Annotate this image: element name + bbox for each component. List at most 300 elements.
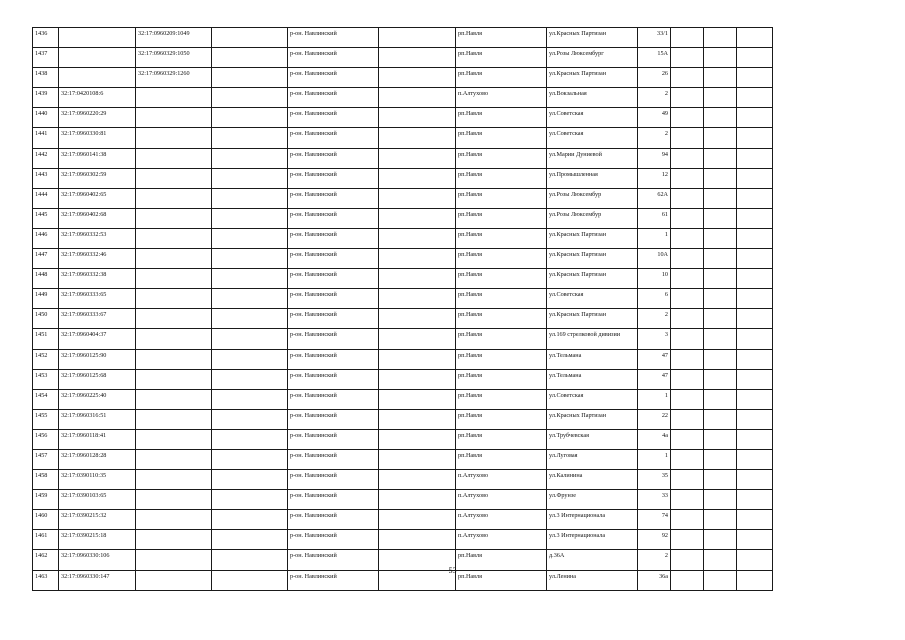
empty-cell <box>671 269 704 289</box>
empty-cell <box>704 168 737 188</box>
house-number-cell: 35 <box>638 470 671 490</box>
street-cell: ул.Марии Дуниевой <box>547 148 638 168</box>
empty-cell <box>671 68 704 88</box>
table-row <box>33 68 773 88</box>
district-cell: р-он. Навлинский <box>288 409 379 429</box>
district-cell: р-он. Навлинский <box>288 88 379 108</box>
empty-cell <box>704 309 737 329</box>
street-cell: ул.Фрунзе <box>547 490 638 510</box>
table-body <box>33 28 773 591</box>
district-cell: р-он. Навлинский <box>288 510 379 530</box>
house-number-cell: 6 <box>638 289 671 309</box>
empty-cell <box>379 389 456 409</box>
empty-cell <box>737 389 773 409</box>
settlement-cell: рп.Навля <box>456 309 547 329</box>
empty-cell <box>704 349 737 369</box>
empty-cell <box>704 68 737 88</box>
empty-cell <box>379 470 456 490</box>
table-row <box>33 470 773 490</box>
cadastral-number-alt-cell <box>136 108 212 128</box>
cadastral-number-alt-cell <box>136 249 212 269</box>
cadastral-number-cell: 32:17:0960141:38 <box>59 148 136 168</box>
house-number-cell: 15А <box>638 48 671 68</box>
empty-cell <box>212 429 288 449</box>
district-cell: р-он. Навлинский <box>288 188 379 208</box>
house-number-cell: 3 <box>638 329 671 349</box>
empty-cell <box>379 228 456 248</box>
empty-cell <box>379 108 456 128</box>
empty-cell <box>212 389 288 409</box>
cadastral-number-cell <box>59 28 136 48</box>
street-cell: ул.Советская <box>547 128 638 148</box>
empty-cell <box>379 289 456 309</box>
district-cell: р-он. Навлинский <box>288 470 379 490</box>
cadastral-number-cell: 32:17:0960402:68 <box>59 208 136 228</box>
cadastral-number-cell: 32:17:0960404:37 <box>59 329 136 349</box>
cadastral-number-cell: 32:17:0960330:147 <box>59 570 136 590</box>
district-cell: р-он. Навлинский <box>288 48 379 68</box>
cadastral-number-cell: 32:17:0390215:32 <box>59 510 136 530</box>
house-number-cell: 36а <box>638 570 671 590</box>
row-number-cell: 1443 <box>33 168 59 188</box>
table-row <box>33 289 773 309</box>
empty-cell <box>671 510 704 530</box>
empty-cell <box>671 429 704 449</box>
empty-cell <box>704 289 737 309</box>
empty-cell <box>212 470 288 490</box>
empty-cell <box>212 269 288 289</box>
cadastral-number-alt-cell <box>136 208 212 228</box>
row-number-cell: 1456 <box>33 429 59 449</box>
empty-cell <box>379 510 456 530</box>
empty-cell <box>671 168 704 188</box>
settlement-cell: рп.Навля <box>456 148 547 168</box>
row-number-cell: 1440 <box>33 108 59 128</box>
district-cell: р-он. Навлинский <box>288 168 379 188</box>
empty-cell <box>704 108 737 128</box>
settlement-cell: рп.Навля <box>456 449 547 469</box>
empty-cell <box>212 148 288 168</box>
empty-cell <box>704 449 737 469</box>
table-row <box>33 108 773 128</box>
district-cell: р-он. Навлинский <box>288 68 379 88</box>
row-number-cell: 1444 <box>33 188 59 208</box>
empty-cell <box>379 128 456 148</box>
empty-cell <box>671 108 704 128</box>
settlement-cell: рп.Навля <box>456 550 547 570</box>
house-number-cell: 26 <box>638 68 671 88</box>
empty-cell <box>671 329 704 349</box>
table-row <box>33 88 773 108</box>
table-row <box>33 329 773 349</box>
table-row <box>33 490 773 510</box>
district-cell: р-он. Навлинский <box>288 490 379 510</box>
district-cell: р-он. Навлинский <box>288 269 379 289</box>
empty-cell <box>704 28 737 48</box>
table-row <box>33 168 773 188</box>
cadastral-number-alt-cell <box>136 510 212 530</box>
cadastral-number-cell: 32:17:0960118:41 <box>59 429 136 449</box>
street-cell: ул.Красных Партизан <box>547 228 638 248</box>
cadastral-number-cell: 32:17:0390215:18 <box>59 530 136 550</box>
street-cell: ул.Розы Люксембур <box>547 188 638 208</box>
table-row <box>33 409 773 429</box>
row-number-cell: 1451 <box>33 329 59 349</box>
empty-cell <box>704 88 737 108</box>
empty-cell <box>671 389 704 409</box>
empty-cell <box>704 409 737 429</box>
empty-cell <box>379 530 456 550</box>
empty-cell <box>671 28 704 48</box>
street-cell: ул.Ленина <box>547 570 638 590</box>
cadastral-number-alt-cell <box>136 269 212 289</box>
empty-cell <box>704 269 737 289</box>
row-number-cell: 1462 <box>33 550 59 570</box>
street-cell: д.36А <box>547 550 638 570</box>
empty-cell <box>704 389 737 409</box>
empty-cell <box>212 530 288 550</box>
empty-cell <box>212 369 288 389</box>
empty-cell <box>671 148 704 168</box>
street-cell: ул.3 Интернационала <box>547 510 638 530</box>
district-cell: р-он. Навлинский <box>288 349 379 369</box>
house-number-cell: 10 <box>638 269 671 289</box>
street-cell: ул.169 стрелковой дивизии <box>547 329 638 349</box>
cadastral-number-cell <box>59 48 136 68</box>
street-cell: ул.Советская <box>547 108 638 128</box>
empty-cell <box>737 329 773 349</box>
district-cell: р-он. Навлинский <box>288 128 379 148</box>
empty-cell <box>212 289 288 309</box>
street-cell: ул.Красных Партизан <box>547 28 638 48</box>
empty-cell <box>704 369 737 389</box>
cadastral-number-alt-cell <box>136 530 212 550</box>
district-cell: р-он. Навлинский <box>288 208 379 228</box>
empty-cell <box>671 449 704 469</box>
empty-cell <box>737 28 773 48</box>
cadastral-number-cell: 32:17:0960125:68 <box>59 369 136 389</box>
empty-cell <box>737 530 773 550</box>
empty-cell <box>212 208 288 228</box>
row-number-cell: 1439 <box>33 88 59 108</box>
empty-cell <box>737 510 773 530</box>
empty-cell <box>671 530 704 550</box>
table-row <box>33 369 773 389</box>
row-number-cell: 1445 <box>33 208 59 228</box>
cadastral-number-alt-cell <box>136 329 212 349</box>
empty-cell <box>379 490 456 510</box>
street-cell: ул.Красных Партизан <box>547 68 638 88</box>
cadastral-number-cell: 32:17:0960332:53 <box>59 228 136 248</box>
street-cell: ул.Трубчевская <box>547 429 638 449</box>
empty-cell <box>379 249 456 269</box>
row-number-cell: 1436 <box>33 28 59 48</box>
cadastral-number-cell: 32:17:0960330:106 <box>59 550 136 570</box>
empty-cell <box>379 28 456 48</box>
row-number-cell: 1438 <box>33 68 59 88</box>
table-row <box>33 269 773 289</box>
cadastral-number-cell: 32:17:0960316:51 <box>59 409 136 429</box>
cadastral-number-cell: 32:17:0960330:81 <box>59 128 136 148</box>
table-row <box>33 309 773 329</box>
cadastral-number-cell: 32:17:0960125:90 <box>59 349 136 369</box>
empty-cell <box>737 108 773 128</box>
cadastral-number-cell: 32:17:0960220:29 <box>59 108 136 128</box>
row-number-cell: 1459 <box>33 490 59 510</box>
empty-cell <box>379 68 456 88</box>
empty-cell <box>671 289 704 309</box>
empty-cell <box>379 168 456 188</box>
row-number-cell: 1449 <box>33 289 59 309</box>
district-cell: р-он. Навлинский <box>288 289 379 309</box>
empty-cell <box>212 168 288 188</box>
settlement-cell: п.Алтухово <box>456 490 547 510</box>
row-number-cell: 1455 <box>33 409 59 429</box>
district-cell: р-он. Навлинский <box>288 449 379 469</box>
empty-cell <box>379 208 456 228</box>
cadastral-number-cell: 32:17:0960302:59 <box>59 168 136 188</box>
empty-cell <box>704 148 737 168</box>
district-cell: р-он. Навлинский <box>288 530 379 550</box>
row-number-cell: 1458 <box>33 470 59 490</box>
street-cell: ул.Советская <box>547 389 638 409</box>
empty-cell <box>704 128 737 148</box>
district-cell: р-он. Навлинский <box>288 550 379 570</box>
house-number-cell: 74 <box>638 510 671 530</box>
cadastral-number-cell: 32:17:0960128:28 <box>59 449 136 469</box>
empty-cell <box>737 188 773 208</box>
cadastral-number-cell: 32:17:0960402:65 <box>59 188 136 208</box>
empty-cell <box>379 148 456 168</box>
settlement-cell: рп.Навля <box>456 28 547 48</box>
district-cell: р-он. Навлинский <box>288 309 379 329</box>
registry-table <box>32 27 773 591</box>
empty-cell <box>671 228 704 248</box>
empty-cell <box>737 249 773 269</box>
empty-cell <box>212 88 288 108</box>
empty-cell <box>212 188 288 208</box>
empty-cell <box>704 429 737 449</box>
empty-cell <box>212 228 288 248</box>
empty-cell <box>379 188 456 208</box>
empty-cell <box>737 148 773 168</box>
table-row <box>33 48 773 68</box>
house-number-cell: 47 <box>638 369 671 389</box>
house-number-cell: 92 <box>638 530 671 550</box>
district-cell: р-он. Навлинский <box>288 228 379 248</box>
empty-cell <box>737 48 773 68</box>
empty-cell <box>671 490 704 510</box>
empty-cell <box>737 228 773 248</box>
house-number-cell: 49 <box>638 108 671 128</box>
row-number-cell: 1452 <box>33 349 59 369</box>
cadastral-number-cell: 32:17:0960225:40 <box>59 389 136 409</box>
cadastral-number-alt-cell <box>136 349 212 369</box>
house-number-cell: 62А <box>638 188 671 208</box>
empty-cell <box>212 349 288 369</box>
cadastral-number-cell: 32:17:0960333:67 <box>59 309 136 329</box>
cadastral-number-alt-cell <box>136 409 212 429</box>
cadastral-number-cell <box>59 68 136 88</box>
table-row <box>33 28 773 48</box>
settlement-cell: рп.Навля <box>456 329 547 349</box>
empty-cell <box>737 449 773 469</box>
page-number: 53 <box>448 566 457 575</box>
street-cell: ул.Калинина <box>547 470 638 490</box>
empty-cell <box>737 409 773 429</box>
settlement-cell: рп.Навля <box>456 108 547 128</box>
empty-cell <box>212 510 288 530</box>
empty-cell <box>704 48 737 68</box>
street-cell: ул.Красных Партизан <box>547 409 638 429</box>
empty-cell <box>212 329 288 349</box>
district-cell: р-он. Навлинский <box>288 148 379 168</box>
cadastral-number-alt-cell: 32:17:0960209:1049 <box>136 28 212 48</box>
empty-cell <box>671 409 704 429</box>
empty-cell <box>737 309 773 329</box>
empty-cell <box>737 128 773 148</box>
house-number-cell: 4а <box>638 429 671 449</box>
empty-cell <box>379 409 456 429</box>
settlement-cell: рп.Навля <box>456 409 547 429</box>
empty-cell <box>704 490 737 510</box>
house-number-cell: 12 <box>638 168 671 188</box>
street-cell: ул.Розы Люксембург <box>547 48 638 68</box>
settlement-cell: рп.Навля <box>456 168 547 188</box>
settlement-cell: рп.Навля <box>456 68 547 88</box>
empty-cell <box>379 309 456 329</box>
settlement-cell: рп.Навля <box>456 289 547 309</box>
settlement-cell: рп.Навля <box>456 269 547 289</box>
empty-cell <box>671 208 704 228</box>
table-row <box>33 449 773 469</box>
empty-cell <box>212 309 288 329</box>
settlement-cell: рп.Навля <box>456 48 547 68</box>
settlement-cell: п.Алтухово <box>456 470 547 490</box>
settlement-cell: п.Алтухово <box>456 510 547 530</box>
empty-cell <box>212 48 288 68</box>
street-cell: ул.Промышленная <box>547 168 638 188</box>
cadastral-number-alt-cell <box>136 168 212 188</box>
cadastral-number-cell: 32:17:0960333:65 <box>59 289 136 309</box>
empty-cell <box>671 369 704 389</box>
empty-cell <box>212 68 288 88</box>
empty-cell <box>704 208 737 228</box>
row-number-cell: 1453 <box>33 369 59 389</box>
district-cell: р-он. Навлинский <box>288 570 379 590</box>
street-cell: ул.3 Интернационала <box>547 530 638 550</box>
table-row <box>33 128 773 148</box>
empty-cell <box>737 68 773 88</box>
empty-cell <box>379 429 456 449</box>
empty-cell <box>737 429 773 449</box>
settlement-cell: рп.Навля <box>456 429 547 449</box>
house-number-cell: 61 <box>638 208 671 228</box>
house-number-cell: 47 <box>638 349 671 369</box>
settlement-cell: п.Алтухово <box>456 530 547 550</box>
house-number-cell: 2 <box>638 309 671 329</box>
cadastral-number-alt-cell <box>136 228 212 248</box>
empty-cell <box>737 269 773 289</box>
house-number-cell: 1 <box>638 228 671 248</box>
empty-cell <box>379 449 456 469</box>
empty-cell <box>704 470 737 490</box>
row-number-cell: 1460 <box>33 510 59 530</box>
settlement-cell: рп.Навля <box>456 188 547 208</box>
table-row <box>33 148 773 168</box>
row-number-cell: 1461 <box>33 530 59 550</box>
cadastral-number-alt-cell <box>136 429 212 449</box>
empty-cell <box>671 88 704 108</box>
cadastral-number-alt-cell <box>136 369 212 389</box>
table-row <box>33 228 773 248</box>
row-number-cell: 1446 <box>33 228 59 248</box>
table-row <box>33 389 773 409</box>
house-number-cell: 1 <box>638 449 671 469</box>
empty-cell <box>212 490 288 510</box>
cadastral-number-alt-cell <box>136 309 212 329</box>
row-number-cell: 1457 <box>33 449 59 469</box>
empty-cell <box>671 48 704 68</box>
cadastral-number-cell: 32:17:0960332:46 <box>59 249 136 269</box>
district-cell: р-он. Навлинский <box>288 369 379 389</box>
district-cell: р-он. Навлинский <box>288 28 379 48</box>
cadastral-number-alt-cell <box>136 389 212 409</box>
empty-cell <box>379 369 456 389</box>
empty-cell <box>212 128 288 148</box>
table-row <box>33 530 773 550</box>
settlement-cell: рп.Навля <box>456 389 547 409</box>
house-number-cell: 94 <box>638 148 671 168</box>
empty-cell <box>379 329 456 349</box>
house-number-cell: 2 <box>638 550 671 570</box>
cadastral-number-alt-cell: 32:17:0960329:1050 <box>136 48 212 68</box>
empty-cell <box>379 88 456 108</box>
district-cell: р-он. Навлинский <box>288 329 379 349</box>
settlement-cell: рп.Навля <box>456 128 547 148</box>
empty-cell <box>212 28 288 48</box>
empty-cell <box>212 409 288 429</box>
table-row <box>33 349 773 369</box>
empty-cell <box>704 510 737 530</box>
cadastral-number-cell: 32:17:0390103:65 <box>59 490 136 510</box>
street-cell: ул.Красных Партизан <box>547 249 638 269</box>
house-number-cell: 2 <box>638 88 671 108</box>
empty-cell <box>737 349 773 369</box>
row-number-cell: 1450 <box>33 309 59 329</box>
street-cell: ул.Луговая <box>547 449 638 469</box>
house-number-cell: 22 <box>638 409 671 429</box>
empty-cell <box>704 228 737 248</box>
district-cell: р-он. Навлинский <box>288 249 379 269</box>
empty-cell <box>737 470 773 490</box>
row-number-cell: 1442 <box>33 148 59 168</box>
cadastral-number-alt-cell <box>136 88 212 108</box>
settlement-cell: рп.Навля <box>456 228 547 248</box>
cadastral-number-cell: 32:17:0420108:6 <box>59 88 136 108</box>
house-number-cell: 33/1 <box>638 28 671 48</box>
district-cell: р-он. Навлинский <box>288 389 379 409</box>
row-number-cell: 1448 <box>33 269 59 289</box>
settlement-cell: рп.Навля <box>456 349 547 369</box>
cadastral-number-alt-cell <box>136 128 212 148</box>
settlement-cell: рп.Навля <box>456 369 547 389</box>
house-number-cell: 33 <box>638 490 671 510</box>
house-number-cell: 10А <box>638 249 671 269</box>
cadastral-number-alt-cell <box>136 148 212 168</box>
empty-cell <box>671 128 704 148</box>
street-cell: ул.Красных Партизан <box>547 309 638 329</box>
